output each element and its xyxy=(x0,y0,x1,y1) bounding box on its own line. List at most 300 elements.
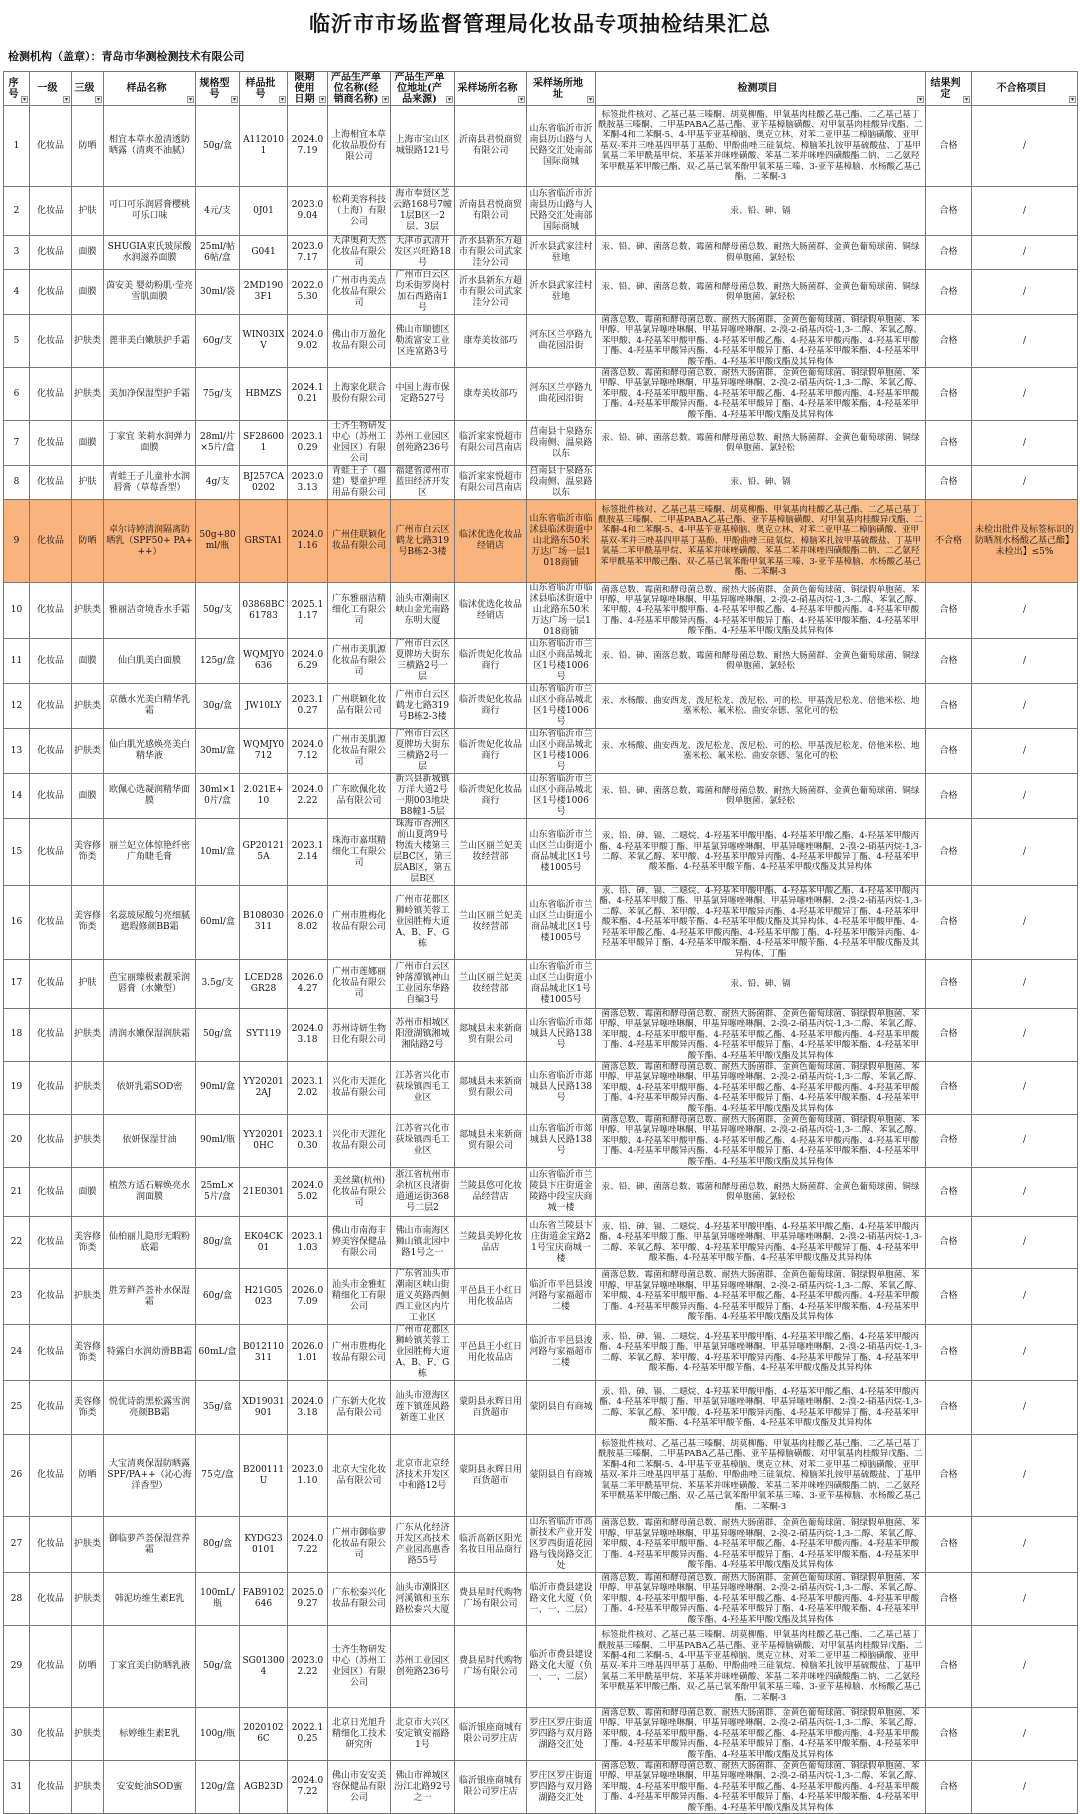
level1-cell: 化妆品 xyxy=(30,1573,72,1626)
filter-dropdown-icon[interactable]: ▾ xyxy=(519,96,523,103)
maker-address-cell: 苏州工业园区创苑路236号 xyxy=(391,1626,455,1708)
batch-cell: AGB23D xyxy=(240,1761,288,1814)
test-items-cell: 汞、铅、砷、菌落总数、霉菌和酵母菌总数、耐热大肠菌群、金黄色葡萄球菌、铜绿假单胞菌、氯轻松 xyxy=(596,270,926,315)
sample-name-cell: 丁家宜 茉莉水润弹力面膜 xyxy=(104,421,196,466)
level1-cell: 化妆品 xyxy=(30,959,72,1008)
maker-cell: 士齐生物研发中心（苏州工业园区）有限公司 xyxy=(328,421,391,466)
test-items-cell: 菌落总数、霉菌和酵母菌总数、耐热大肠菌群、金黄色葡萄球菌、铜绿假单胞菌、苯甲醇、甲基氯异噻唑啉酮、甲基异噻唑啉酮、2-溴-2-硝基丙烷-1,3-二醇、苯氧乙醇、苯甲酸、4-羟基苯甲酸甲酯、4-羟基苯甲酸乙酯、4-羟基苯甲酸丙酯、4-羟基苯甲酸丁酯、4-羟基苯甲酸异丙酯、4-羟基苯甲酸异丁酯、4-羟基苯甲酸苯酯、4-羟基苯甲酸苄酯、4-羟基苯甲酸戊酯及其异构体 xyxy=(596,368,926,421)
site-cell: 临沭优选化妆品经销店 xyxy=(455,583,527,639)
sample-name-cell: 仙白肌光感焕亮美白精华液 xyxy=(104,729,196,774)
site-address-cell: 河东区兰亭路九曲花园沿街 xyxy=(527,315,596,368)
batch-cell: LCED28GR28 xyxy=(240,959,288,1008)
sample-name-cell: 京薇水光美白精华乳霜 xyxy=(104,684,196,729)
result-cell: 合格 xyxy=(926,106,972,187)
row-number: 14 xyxy=(4,774,30,819)
filter-dropdown-icon[interactable]: ▾ xyxy=(588,96,592,103)
maker-cell: 广东欧佩化妆品有限公司 xyxy=(328,774,391,819)
site-cell: 费县星时代购物广场有限公司 xyxy=(455,1573,527,1626)
row-number: 16 xyxy=(4,886,30,960)
maker-cell: 兴化市天涯化妆品有限公司 xyxy=(328,1114,391,1167)
expiry-cell: 2024.03.18 xyxy=(288,1008,328,1061)
level3-cell: 面膜 xyxy=(72,774,104,819)
test-items-cell: 汞、铅、砷、菌落总数、霉菌和酵母菌总数、耐热大肠菌群、金黄色葡萄球菌、铜绿假单胞菌、氯轻松 xyxy=(596,639,926,684)
spec-cell: 90ml/盒 xyxy=(196,1061,240,1114)
row-number: 13 xyxy=(4,729,30,774)
level1-cell: 化妆品 xyxy=(30,1217,72,1269)
sample-name-cell: 悦优诗韵黑松露雪润亮颜BB霜 xyxy=(104,1381,196,1435)
maker-address-cell: 汕头市潮南区峡山金光南路东明大厦 xyxy=(391,583,455,639)
row-number: 24 xyxy=(4,1325,30,1381)
table-row xyxy=(4,1381,1078,1435)
row-number: 25 xyxy=(4,1381,30,1435)
batch-cell: WQMJY0636 xyxy=(240,639,288,684)
result-cell: 合格 xyxy=(926,684,972,729)
expiry-cell: 2026.08.02 xyxy=(288,886,328,960)
level3-cell: 面膜 xyxy=(72,421,104,466)
row-number: 30 xyxy=(4,1708,30,1761)
result-cell: 合格 xyxy=(926,1168,972,1217)
maker-address-cell: 苏州工业园区创苑路236号 xyxy=(391,421,455,466)
site-cell: 兰陵县美婷化妆品店 xyxy=(455,1217,527,1269)
spec-cell: 4g/支 xyxy=(196,466,240,500)
level1-cell: 化妆品 xyxy=(30,639,72,684)
result-cell: 合格 xyxy=(926,1435,972,1517)
filter-dropdown-icon[interactable]: ▾ xyxy=(22,96,26,103)
failed-items-cell: / xyxy=(972,729,1078,774)
level1-cell: 化妆品 xyxy=(30,368,72,421)
maker-address-cell: 广东省汕头市潮南区峡山街道义英路西侧西工业区内片工业区 xyxy=(391,1269,455,1325)
filter-dropdown-icon[interactable]: ▾ xyxy=(232,96,236,103)
spec-cell: 25mL×5片/盒 xyxy=(196,1168,240,1217)
spec-cell: 125g/盒 xyxy=(196,639,240,684)
maker-address-cell: 广州市白云区夏牌坊大街东三横路2号一层 xyxy=(391,639,455,684)
maker-address-cell: 佛山市禅城区汾江北路92号之一 xyxy=(391,1761,455,1814)
batch-cell: 03868BC61783 xyxy=(240,583,288,639)
row-number: 5 xyxy=(4,315,30,368)
sample-name-cell: 丁家宜美白防晒乳液 xyxy=(104,1626,196,1708)
test-items-cell: 汞、铅、砷、菌落总数、霉菌和酵母菌总数、耐热大肠菌群、金黄色葡萄球菌、铜绿假单胞菌、氯轻松 xyxy=(596,421,926,466)
row-number: 6 xyxy=(4,368,30,421)
maker-address-cell: 汕头市澄海区莲下镇莲风路新莲工业区 xyxy=(391,1381,455,1435)
test-items-cell: 汞、铅、砷、镉、二噁烷、4-羟基苯甲酸甲酯、4-羟基苯甲酸乙酯、4-羟基苯甲酸丙酯、4-羟基苯甲酸丁酯、甲基氯异噻唑啉酮、甲基异噻唑啉酮、2-溴-2-硝基丙烷-1,3-二醇、苯氧乙醇、苯甲酸、4-羟基苯甲酸异丙酯、4-羟基苯甲酸异丁酯、4-羟基苯甲酸苯酯、4-羟基苯甲酸苄酯、4-羟基苯甲酸戊酯及其异构体 xyxy=(596,1381,926,1435)
table-row xyxy=(4,1626,1078,1708)
expiry-cell: 2024.09.02 xyxy=(288,315,328,368)
sample-name-cell: 清润水嫩保湿润肤霜 xyxy=(104,1008,196,1061)
level3-cell: 美容修饰类 xyxy=(72,1217,104,1269)
expiry-cell: 2023.10.29 xyxy=(288,421,328,466)
table-row xyxy=(4,1761,1078,1814)
row-number: 31 xyxy=(4,1761,30,1814)
table-row xyxy=(4,500,1078,583)
batch-cell: GP201215A xyxy=(240,819,288,886)
test-items-cell: 汞、铅、砷、菌落总数、霉菌和酵母菌总数、耐热大肠菌群、金黄色葡萄球菌、铜绿假单胞菌、氯轻松 xyxy=(596,236,926,270)
site-cell: 平邑县王小红日用化妆品店 xyxy=(455,1269,527,1325)
failed-items-cell: / xyxy=(972,959,1078,1008)
result-cell: 合格 xyxy=(926,819,972,886)
site-cell: 临沂家家悦超市有限公司莒南店 xyxy=(455,421,527,466)
result-cell: 合格 xyxy=(926,421,972,466)
test-items-cell: 汞、铅、砷、镉 xyxy=(596,466,926,500)
level3-cell: 面膜 xyxy=(72,1168,104,1217)
result-cell: 合格 xyxy=(926,729,972,774)
row-number: 20 xyxy=(4,1114,30,1167)
level3-cell: 防晒 xyxy=(72,500,104,583)
table-row xyxy=(4,1325,1078,1381)
site-address-cell: 罗庄区罗庄街道罗四路与双月路湖路交汇处 xyxy=(527,1761,596,1814)
result-cell: 合格 xyxy=(926,774,972,819)
failed-items-cell: / xyxy=(972,639,1078,684)
sample-name-cell: 特露白水润幼滑BB霜 xyxy=(104,1325,196,1381)
table-row xyxy=(4,368,1078,421)
table-row xyxy=(4,466,1078,500)
sample-name-cell: 韩泥坊维生素E乳 xyxy=(104,1573,196,1626)
failed-items-cell: / xyxy=(972,1381,1078,1435)
level1-cell: 化妆品 xyxy=(30,466,72,500)
result-cell: 合格 xyxy=(926,1217,972,1269)
spec-cell: 30ml×10片/盒 xyxy=(196,774,240,819)
col-test-items-header xyxy=(596,72,926,106)
inspection-org: 检测机构（盖章）：青岛市华测检测技术有限公司 xyxy=(8,50,245,63)
row-number: 3 xyxy=(4,236,30,270)
expiry-cell: 2024.06.29 xyxy=(288,639,328,684)
site-cell: 沂水县新东方超市有限公司武家洼分公司 xyxy=(455,236,527,270)
result-cell: 合格 xyxy=(926,1061,972,1114)
level3-cell: 美容修饰类 xyxy=(72,819,104,886)
spec-cell: 75克/盒 xyxy=(196,1435,240,1517)
test-items-cell: 汞、铅、砷、菌落总数、霉菌和酵母菌总数、耐热大肠菌群、金黄色葡萄球菌、铜绿假单胞菌、氯轻松 xyxy=(596,1168,926,1217)
test-items-cell: 标签批件核对、乙基己基三嗪酮、胡莫柳酯、甲氧基肉桂酸乙基己酯、二乙基己基丁酰胺基三嗪酮、二甲基PABA乙基己酯、亚苄基樟脑磺酸、对甲氧基肉桂酸异戊酯、二苯酮-4和二苯酮-5、4-甲基苄亚基樟脑、奥克立林、对苯二亚甲基二樟脑磺酸、亚甲基双-苯并三唑基四甲基丁基酚、甲酚曲唑三硅氧烷、樟脑苯扎铵甲基硫酸盐、丁基甲氧基二苯甲酰基甲烷、苯基苯并咪唑磺酸、苯基二苯并咪唑四磺酸酯二钠、二乙氨羟苯甲酰基苯甲酸己酯、双-乙基己氧苯酚甲氧苯基三嗪、3-亚苄基樟脑、水杨酸乙基己酯、二苯酮-3 xyxy=(596,500,926,583)
level3-cell: 美容修饰类 xyxy=(72,886,104,960)
filter-dropdown-icon[interactable]: ▾ xyxy=(320,96,324,103)
maker-cell: 广州市美肌源化妆品有限公司 xyxy=(328,639,391,684)
table-row xyxy=(4,819,1078,886)
site-cell: 临沂高新区阳光名妆日用品商行 xyxy=(455,1517,527,1573)
test-items-cell: 标签批件核对、乙基己基三嗪酮、胡莫柳酯、甲氧基肉桂酸乙基己酯、二乙基己基丁酰胺基三嗪酮、二甲基PABA乙基己酯、亚苄基樟脑磺酸、对甲氧基肉桂酸异戊酯、二苯酮-4和二苯酮-5、4-甲基苄亚基樟脑、奥克立林、对苯二亚甲基二樟脑磺酸、亚甲基双-苯并三唑基四甲基丁基酚、甲酚曲唑三硅氧烷、樟脑苯扎铵甲基硫酸盐、丁基甲氧基二苯甲酰基甲烷、苯基苯并咪唑磺酸、苯基二苯并咪唑四磺酸酯二钠、二乙氨羟苯甲酰基苯甲酸己酯、双-乙基己氧苯酚甲氧苯基三嗪、3-亚苄基樟脑、水杨酸乙基己酯、二苯酮-3 xyxy=(596,1435,926,1517)
level1-cell: 化妆品 xyxy=(30,106,72,187)
expiry-cell: 2025.09.27 xyxy=(288,1573,328,1626)
failed-items-cell: / xyxy=(972,774,1078,819)
level1-cell: 化妆品 xyxy=(30,500,72,583)
test-items-cell: 汞、铅、砷、镉、二噁烷、4-羟基苯甲酸甲酯、4-羟基苯甲酸乙酯、4-羟基苯甲酸丙酯、4-羟基苯甲酸丁酯、甲基氯异噻唑啉酮、甲基异噻唑啉酮、2-溴-2-硝基丙烷-1,3-二醇、苯氧乙醇、苯甲酸、4-羟基苯甲酸异丙酯、4-羟基苯甲酸异丁酯、4-羟基苯甲酸苯酯、4-羟基苯甲酸苄酯、4-羟基苯甲酸戊酯及其异构体、4-羟基苯甲酸甲酯、4-羟基苯甲酸乙酯、4-羟基苯甲酸丙酯、4-羟基苯甲酸丁酯、4-羟基苯甲酸异丙酯、4-羟基苯甲酸异丁酯、4-羟基苯甲酸苯酯、4-羟基苯甲酸苄酯、4-羟基苯甲酸戊酯及其异构体、丁酯 xyxy=(596,886,926,960)
col-maker-label: 产品生产单位名称(经销商名称) xyxy=(331,72,381,105)
result-cell: 合格 xyxy=(926,187,972,236)
result-cell: 合格 xyxy=(926,466,972,500)
col-test-items-label: 检测项目 xyxy=(737,83,778,94)
expiry-cell: 2022.10.25 xyxy=(288,1708,328,1761)
maker-address-cell: 佛山市南海区狮山镇北园中路1号之一 xyxy=(391,1217,455,1269)
table-row xyxy=(4,1435,1078,1517)
failed-items-cell: / xyxy=(972,819,1078,886)
filter-dropdown-icon[interactable]: ▾ xyxy=(280,96,284,103)
expiry-cell: 2023.12.14 xyxy=(288,819,328,886)
col-failed-items-label: 不合格项目 xyxy=(996,83,1047,94)
site-address-cell: 临沂市费县建设路文化大厦（负一、一、二层） xyxy=(527,1573,596,1626)
level3-cell: 防晒 xyxy=(72,1626,104,1708)
site-address-cell: 山东省临沂市兰山区小商品城北区1号楼1006号 xyxy=(527,684,596,729)
table-row xyxy=(4,270,1078,315)
expiry-cell: 2023.07.17 xyxy=(288,236,328,270)
batch-cell: BJ257CA0202 xyxy=(240,466,288,500)
site-cell: 临沂银座商城有限公司罗庄店 xyxy=(455,1761,527,1814)
batch-cell: B012110311 xyxy=(240,1325,288,1381)
expiry-cell: 2025.11.17 xyxy=(288,583,328,639)
result-cell: 合格 xyxy=(926,886,972,960)
result-cell: 合格 xyxy=(926,583,972,639)
maker-address-cell: 天津市武清开发区兴旺路18号 xyxy=(391,236,455,270)
maker-address-cell: 新兴县新城镇万洋大道2号一期003地块B8幢1-5层 xyxy=(391,774,455,819)
failed-items-cell: / xyxy=(972,1708,1078,1761)
site-cell: 临沂银座商城有限公司罗庄店 xyxy=(455,1708,527,1761)
col-sample-name-label: 样品名称 xyxy=(126,83,167,94)
col-level1-header xyxy=(30,72,72,106)
filter-dropdown-icon[interactable]: ▾ xyxy=(918,96,922,103)
site-cell: 郯城县未来新商贸有限公司 xyxy=(455,1008,527,1061)
site-cell: 临沭优选化妆品经销店 xyxy=(455,500,527,583)
site-cell: 蒙阴县永辉日用百货超市 xyxy=(455,1381,527,1435)
expiry-cell: 2026.07.09 xyxy=(288,1269,328,1325)
maker-address-cell: 海市奉贤区芝云路168号7幢1层B区一2层、3层 xyxy=(391,187,455,236)
sample-name-cell: 茵安美 婴幼粉肌·莹亮雪肌面膜 xyxy=(104,270,196,315)
level1-cell: 化妆品 xyxy=(30,774,72,819)
site-cell: 临沂家家悦超市有限公司莒南店 xyxy=(455,466,527,500)
level1-cell: 化妆品 xyxy=(30,1435,72,1517)
filter-dropdown-icon[interactable]: ▾ xyxy=(64,96,68,103)
col-level1-label: 一级 xyxy=(37,83,58,94)
sample-name-cell: SHUGIA束氏玻尿酸水润滋养面膜 xyxy=(104,236,196,270)
batch-cell: HBMZS xyxy=(240,368,288,421)
spec-cell: 30ml/盒 xyxy=(196,729,240,774)
expiry-cell: 2023.10.27 xyxy=(288,684,328,729)
col-spec-label: 规格型号 xyxy=(199,77,230,100)
maker-cell: 广州市冉美点化妆品有限公司 xyxy=(328,270,391,315)
col-expiry-header xyxy=(288,72,328,106)
level1-cell: 化妆品 xyxy=(30,729,72,774)
failed-items-cell: / xyxy=(972,886,1078,960)
batch-cell: H21G05023 xyxy=(240,1269,288,1325)
test-items-cell: 标签批件核对、乙基己基三嗪酮、胡莫柳酯、甲氧基肉桂酸乙基己酯、二乙基己基丁酰胺基三嗪酮、二甲基PABA乙基己酯、亚苄基樟脑磺酸、对甲氧基肉桂酸异戊酯、二苯酮-4和二苯酮-5、4-甲基苄亚基樟脑、奥克立林、对苯二亚甲基二樟脑磺酸、亚甲基双-苯并三唑基四甲基丁基酚、甲酚曲唑三硅氧烷、樟脑苯扎铵甲基硫酸盐、丁基甲氧基二苯甲酰基甲烷、苯基苯并咪唑磺酸、苯基二苯并咪唑四磺酸酯二钠、二乙氨羟苯甲酰基苯甲酸己酯、双-乙基己氧苯酚甲氧苯基三嗪、3-亚苄基樟脑、水杨酸乙基己酯、二苯酮-3 xyxy=(596,1626,926,1708)
maker-cell: 北京日光旭升精细化工技术研究所 xyxy=(328,1708,391,1761)
level3-cell: 护肤类 xyxy=(72,1269,104,1325)
result-cell: 合格 xyxy=(926,236,972,270)
col-result-header xyxy=(926,72,972,106)
expiry-cell: 2023.03.13 xyxy=(288,466,328,500)
maker-cell: 青蛙王子（福建）婴童护理用品有限公司 xyxy=(328,466,391,500)
row-number: 19 xyxy=(4,1061,30,1114)
maker-cell: 士齐生物研发中心（苏州工业园区）有限公司 xyxy=(328,1626,391,1708)
filter-dropdown-icon[interactable]: ▾ xyxy=(383,96,387,103)
site-address-cell: 蒙阴县自有商城 xyxy=(527,1435,596,1517)
row-number: 8 xyxy=(4,466,30,500)
site-address-cell: 河东区兰亭路九曲花园沿街 xyxy=(527,368,596,421)
level1-cell: 化妆品 xyxy=(30,1008,72,1061)
level3-cell: 护肤类 xyxy=(72,368,104,421)
table-row xyxy=(4,421,1078,466)
result-cell: 合格 xyxy=(926,1761,972,1814)
row-number: 17 xyxy=(4,959,30,1008)
level3-cell: 护肤 xyxy=(72,187,104,236)
test-items-cell: 汞、水杨酸、曲安西龙、泼尼松龙、泼尼松、可的松、甲基泼尼松龙、倍他米松、地塞米松、氟米松、曲安奈德、氢化可的松 xyxy=(596,684,926,729)
table-body xyxy=(4,106,1078,1814)
level3-cell: 护肤类 xyxy=(72,1114,104,1167)
result-cell: 合格 xyxy=(926,1269,972,1325)
failed-items-cell: / xyxy=(972,106,1078,187)
col-level3-header xyxy=(72,72,104,106)
test-items-cell: 菌落总数、霉菌和酵母菌总数、耐热大肠菌群、金黄色葡萄球菌、铜绿假单胞菌、苯甲醇、甲基氯异噻唑啉酮、甲基异噻唑啉酮、2-溴-2-硝基丙烷-1,3-二醇、苯氧乙醇、苯甲酸、4-羟基苯甲酸甲酯、4-羟基苯甲酸乙酯、4-羟基苯甲酸丙酯、4-羟基苯甲酸丁酯、4-羟基苯甲酸异丙酯、4-羟基苯甲酸异丁酯、4-羟基苯甲酸苯酯、4-羟基苯甲酸苄酯、4-羟基苯甲酸戊酯及其异构体 xyxy=(596,1708,926,1761)
table-row xyxy=(4,583,1078,639)
row-number: 12 xyxy=(4,684,30,729)
maker-address-cell: 广州市白云区鹤龙七路319号B栋2-3楼 xyxy=(391,684,455,729)
spec-cell: 35g/盒 xyxy=(196,1381,240,1435)
level1-cell: 化妆品 xyxy=(30,583,72,639)
level3-cell: 护肤类 xyxy=(72,583,104,639)
expiry-cell: 2024.01.16 xyxy=(288,500,328,583)
level1-cell: 化妆品 xyxy=(30,886,72,960)
expiry-cell: 2024.07.12 xyxy=(288,729,328,774)
batch-cell: B108030311 xyxy=(240,886,288,960)
maker-cell: 佛山市安安美容保健品有限公司 xyxy=(328,1761,391,1814)
row-number: 2 xyxy=(4,187,30,236)
failed-items-cell: / xyxy=(972,684,1078,729)
filter-dropdown-icon[interactable]: ▾ xyxy=(1070,96,1074,103)
maker-address-cell: 佛山市顺德区勒流富安工业区连富路3号 xyxy=(391,315,455,368)
maker-cell: 汕头市金雅虹精细化工有限公司 xyxy=(328,1269,391,1325)
maker-address-cell: 福建省漳州市蓝田经济开发区 xyxy=(391,466,455,500)
maker-address-cell: 广州市花都区狮岭镇芙蓉工业园胜梅大道A、B、F、G栋 xyxy=(391,1325,455,1381)
maker-address-cell: 江苏省兴化市荻垛镇西毛工业区 xyxy=(391,1114,455,1167)
filter-dropdown-icon[interactable]: ▾ xyxy=(96,96,100,103)
test-items-cell: 汞、铅、砷、镉 xyxy=(596,187,926,236)
spec-cell: 10ml/盒 xyxy=(196,819,240,886)
site-cell: 兰山区丽兰妃美妆经营部 xyxy=(455,886,527,960)
sample-name-cell: 蓖菲美白嫩肤护手霜 xyxy=(104,315,196,368)
maker-cell: 广州市御临萝化妆品有限公司 xyxy=(328,1517,391,1573)
sample-name-cell: 仙柏丽儿隐形无暇粉底霜 xyxy=(104,1217,196,1269)
level3-cell: 护肤类 xyxy=(72,1573,104,1626)
site-address-cell: 山东省临沂市兰山区小商品城北区1号楼1006号 xyxy=(527,729,596,774)
site-cell: 临沂贵妃化妆品商行 xyxy=(455,684,527,729)
batch-cell: SG013004 xyxy=(240,1626,288,1708)
col-result-label: 结果判定 xyxy=(930,77,961,100)
filter-dropdown-icon[interactable]: ▾ xyxy=(964,96,968,103)
site-address-cell: 临沂市费县建设路文化大厦（负一、一、二层） xyxy=(527,1626,596,1708)
table-row xyxy=(4,959,1078,1008)
site-cell: 临沂贵妃化妆品商行 xyxy=(455,774,527,819)
level1-cell: 化妆品 xyxy=(30,1168,72,1217)
maker-address-cell: 广州市白云区夏牌坊大街东三横路2号一层 xyxy=(391,729,455,774)
sample-name-cell: 大宝清爽保湿防晒露SPF/PA++（沁心海洋香型） xyxy=(104,1435,196,1517)
sample-name-cell: 标婷维生素E乳 xyxy=(104,1708,196,1761)
batch-cell: G041 xyxy=(240,236,288,270)
filter-dropdown-icon[interactable]: ▾ xyxy=(188,96,192,103)
test-items-cell: 菌落总数、霉菌和酵母菌总数、耐热大肠菌群、金黄色葡萄球菌、铜绿假单胞菌、苯甲醇、甲基氯异噻唑啉酮、甲基异噻唑啉酮、2-溴-2-硝基丙烷-1,3-二醇、苯氧乙醇、苯甲酸、4-羟基苯甲酸甲酯、4-羟基苯甲酸乙酯、4-羟基苯甲酸丙酯、4-羟基苯甲酸丁酯、4-羟基苯甲酸异丙酯、4-羟基苯甲酸异丁酯、4-羟基苯甲酸苯酯、4-羟基苯甲酸苄酯、4-羟基苯甲酸戊酯及其异构体 xyxy=(596,1008,926,1061)
expiry-cell: 2023.10.30 xyxy=(288,1114,328,1167)
result-cell: 合格 xyxy=(926,639,972,684)
col-sample-name-header xyxy=(104,72,196,106)
spec-cell: 30ml/袋 xyxy=(196,270,240,315)
col-no-header xyxy=(4,72,30,106)
sample-name-cell: 依妍保湿甘油 xyxy=(104,1114,196,1167)
maker-cell: 广东雅丽洁精细化工有限公司 xyxy=(328,583,391,639)
table-row xyxy=(4,106,1078,187)
results-table xyxy=(3,71,1078,1814)
maker-address-cell: 珠海市香洲区前山夏湾9号物流大楼第三层BC区，第三层AB区，第五层B区 xyxy=(391,819,455,886)
maker-cell: 广州佳联颖化妆品有限公司 xyxy=(328,500,391,583)
col-expiry-label: 限期使用日期 xyxy=(294,72,315,105)
result-cell: 合格 xyxy=(926,1114,972,1167)
site-address-cell: 山东省临沂市兰山区兰山街道小商品城北区1号楼1005号 xyxy=(527,819,596,886)
sample-name-cell: 相宜本草水盈清透防晒露（清爽不油腻） xyxy=(104,106,196,187)
maker-address-cell: 浙江省杭州市余杭区良渚街道通运街368号二层2 xyxy=(391,1168,455,1217)
col-spec-header xyxy=(196,72,240,106)
failed-items-cell: / xyxy=(972,1573,1078,1626)
maker-cell: 广东新大化妆品有限公司 xyxy=(328,1381,391,1435)
site-address-cell: 沂水县武家洼村驻地 xyxy=(527,270,596,315)
result-cell: 合格 xyxy=(926,315,972,368)
level1-cell: 化妆品 xyxy=(30,1708,72,1761)
site-cell: 兰山区丽兰妃美妆经营部 xyxy=(455,959,527,1008)
test-items-cell: 汞、铅、砷、菌落总数、霉菌和酵母菌总数、耐热大肠菌群、金黄色葡萄球菌、铜绿假单胞菌、氯轻松 xyxy=(596,774,926,819)
maker-address-cell: 北京市大兴区安定镇安福路1号 xyxy=(391,1708,455,1761)
maker-cell: 广州市莲娜丽化妆品有限公司 xyxy=(328,959,391,1008)
level1-cell: 化妆品 xyxy=(30,1626,72,1708)
filter-dropdown-icon[interactable]: ▾ xyxy=(447,96,451,103)
row-number: 9 xyxy=(4,500,30,583)
sample-name-cell: 欧佩心选凝润精华面膜 xyxy=(104,774,196,819)
maker-cell: 广州市胜梅化妆品有限公司 xyxy=(328,1325,391,1381)
level1-cell: 化妆品 xyxy=(30,1061,72,1114)
test-items-cell: 汞、铅、砷、镉、二噁烷、4-羟基苯甲酸甲酯、4-羟基苯甲酸乙酯、4-羟基苯甲酸丙酯、4-羟基苯甲酸丁酯、甲基氯异噻唑啉酮、甲基异噻唑啉酮、2-溴-2-硝基丙烷-1,3-二醇、苯氧乙醇、苯甲酸、4-羟基苯甲酸异丙酯、4-羟基苯甲酸异丁酯、4-羟基苯甲酸苯酯、4-羟基苯甲酸苄酯、4-羟基苯甲酸戊酯及其异构体 xyxy=(596,1217,926,1269)
site-cell: 费县星时代购物广场有限公司 xyxy=(455,1626,527,1708)
site-address-cell: 莒南县十泉路东段南侧、温泉路以东 xyxy=(527,421,596,466)
expiry-cell: 2023.09.04 xyxy=(288,187,328,236)
table-row xyxy=(4,729,1078,774)
site-address-cell: 蒙阴县自有商城 xyxy=(527,1381,596,1435)
batch-cell: 20201026C xyxy=(240,1708,288,1761)
result-cell: 合格 xyxy=(926,1325,972,1381)
batch-cell: XD19031901 xyxy=(240,1381,288,1435)
level3-cell: 防晒 xyxy=(72,1435,104,1517)
site-address-cell: 山东省临沂市兰山区兰山街道小商品城北区1号楼1005号 xyxy=(527,886,596,960)
level1-cell: 化妆品 xyxy=(30,1269,72,1325)
col-maker-address-label: 产品生产单位地址(产品来源) xyxy=(394,72,445,105)
level1-cell: 化妆品 xyxy=(30,187,72,236)
maker-cell: 广州市美肌源化妆品有限公司 xyxy=(328,729,391,774)
level3-cell: 护肤类 xyxy=(72,729,104,774)
expiry-cell: 2024.07.19 xyxy=(288,106,328,187)
test-items-cell: 菌落总数、霉菌和酵母菌总数、耐热大肠菌群、金黄色葡萄球菌、铜绿假单胞菌、苯甲醇、甲基氯异噻唑啉酮、甲基异噻唑啉酮、2-溴-2-硝基丙烷-1,3-二醇、苯氧乙醇、苯甲酸、4-羟基苯甲酸甲酯、4-羟基苯甲酸乙酯、4-羟基苯甲酸丙酯、4-羟基苯甲酸丁酯、4-羟基苯甲酸异丙酯、4-羟基苯甲酸异丁酯、4-羟基苯甲酸苯酯、4-羟基苯甲酸苄酯、4-羟基苯甲酸戊酯及其异构体 xyxy=(596,1761,926,1814)
level1-cell: 化妆品 xyxy=(30,1381,72,1435)
site-cell: 平邑县王小红日用化妆品店 xyxy=(455,1325,527,1381)
level1-cell: 化妆品 xyxy=(30,1325,72,1381)
batch-cell: GRSTA1 xyxy=(240,500,288,583)
level3-cell: 面膜 xyxy=(72,236,104,270)
row-number: 21 xyxy=(4,1168,30,1217)
row-number: 18 xyxy=(4,1008,30,1061)
site-address-cell: 临沂市平邑县浚河路与家福超市二楼 xyxy=(527,1269,596,1325)
spec-cell: 50g/支 xyxy=(196,583,240,639)
failed-items-cell: / xyxy=(972,187,1078,236)
maker-address-cell: 广州市白云区鹤龙七路319号B栋2-3楼 xyxy=(391,500,455,583)
spec-cell: 80g/盒 xyxy=(196,1517,240,1573)
level1-cell: 化妆品 xyxy=(30,315,72,368)
failed-items-cell: / xyxy=(972,1435,1078,1517)
expiry-cell: 2024.07.22 xyxy=(288,1517,328,1573)
maker-cell: 广州市胜梅化妆品有限公司 xyxy=(328,886,391,960)
test-items-cell: 汞、铅、砷、镉、二噁烷、4-羟基苯甲酸甲酯、4-羟基苯甲酸乙酯、4-羟基苯甲酸丙酯、4-羟基苯甲酸丁酯、甲基氯异噻唑啉酮、甲基异噻唑啉酮、2-溴-2-硝基丙烷-1,3-二醇、苯氧乙醇、苯甲酸、4-羟基苯甲酸异丙酯、4-羟基苯甲酸异丁酯、4-羟基苯甲酸苯酯、4-羟基苯甲酸苄酯、4-羟基苯甲酸戊酯及其异构体 xyxy=(596,819,926,886)
site-address-cell: 山东省临沂市郯城县人民路138号 xyxy=(527,1061,596,1114)
level3-cell: 面膜 xyxy=(72,639,104,684)
sample-name-cell: 可口可乐润唇膏樱桃可乐口味 xyxy=(104,187,196,236)
